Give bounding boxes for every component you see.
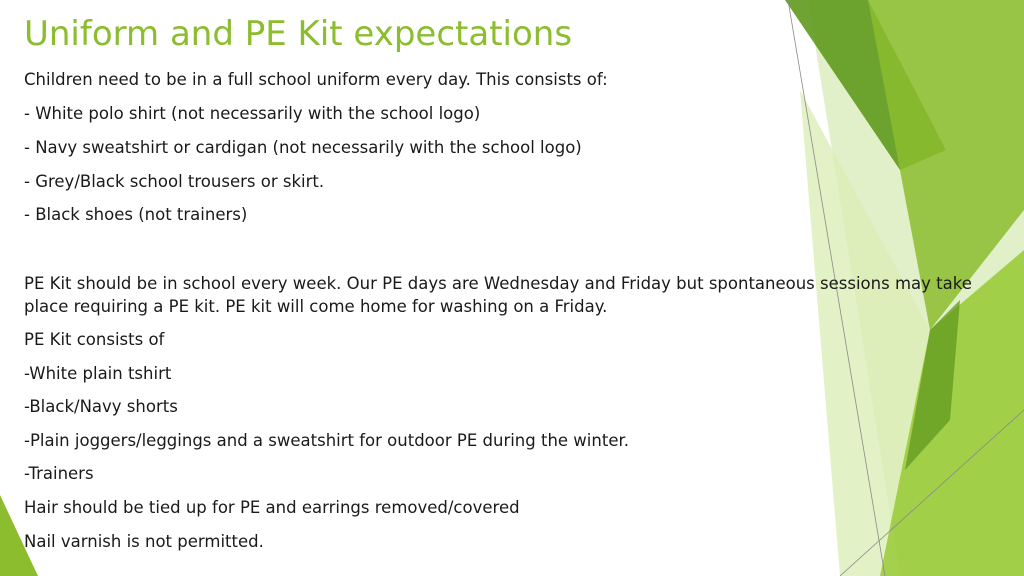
pe-kit-item: -Trainers — [24, 464, 94, 483]
nail-note: Nail varnish is not permitted. — [24, 532, 264, 551]
uniform-item: - Black shoes (not trainers) — [24, 205, 248, 224]
slide-title: Uniform and PE Kit expectations — [24, 14, 573, 54]
uniform-item: - Navy sweatshirt or cardigan (not necessarily with the school logo) — [24, 138, 582, 157]
uniform-intro: Children need to be in a full school uniform every day. This consists of: — [24, 70, 608, 89]
hair-note: Hair should be tied up for PE and earrings removed/covered — [24, 498, 520, 517]
pe-kit-item: -Plain joggers/leggings and a sweatshirt for outdoor PE during the winter. — [24, 431, 629, 450]
pe-kit-item: -White plain tshirt — [24, 364, 172, 383]
pe-kit-item: -Black/Navy shorts — [24, 397, 178, 416]
pe-paragraph: PE Kit should be in school every week. Our PE days are Wednesday and Friday but spontaneous sessions may take place requiring a PE kit. PE kit will come home for washing on a Friday. — [24, 274, 972, 316]
uniform-item: - Grey/Black school trousers or skirt. — [24, 172, 325, 191]
uniform-item: - White polo shirt (not necessarily with the school logo) — [24, 104, 481, 123]
pe-kit-heading: PE Kit consists of — [24, 330, 165, 349]
